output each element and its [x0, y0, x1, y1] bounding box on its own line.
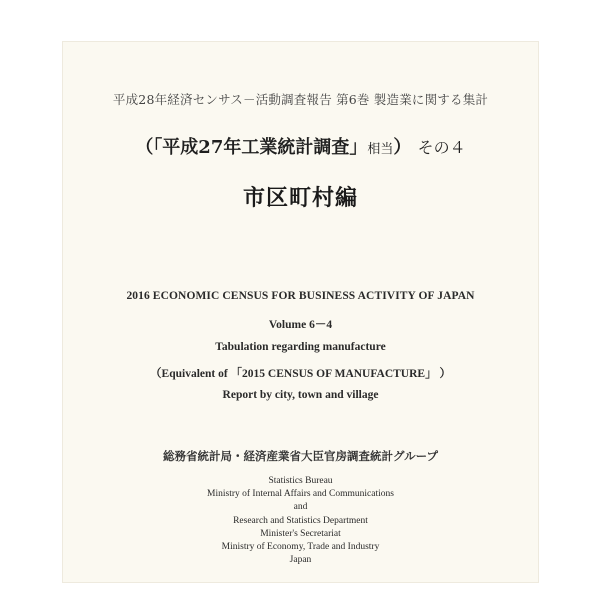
subtitle-jp-close: ）	[393, 137, 412, 158]
publisher-en-line: Japan	[289, 555, 312, 566]
publisher-jp: 総務省統計局・経済産業省大臣官房調査統計グループ	[162, 449, 439, 463]
subtitle-jp-small: 相当	[367, 142, 394, 157]
english-report: Report by city, town and village	[222, 389, 379, 401]
subtitle-jp	[62, 133, 539, 159]
publisher-en-line: Minister's Secretariat	[260, 528, 341, 539]
publisher-en-line: Research and Statistics Department	[233, 515, 368, 526]
english-volume: Volume 6－4	[268, 319, 333, 331]
english-tabulation: Tabulation regarding manufacture	[215, 341, 386, 353]
book-cover	[62, 41, 539, 583]
series-title-jp: 平成28年経済センサス－活動調査報告 第6巻 製造業に関する集計	[112, 92, 489, 107]
publisher-en-line: Ministry of Internal Affairs and Communications	[207, 489, 394, 500]
subtitle-jp-part: その４	[417, 138, 466, 157]
english-equivalent: （Equivalent of 「2015 CENSUS OF MANUFACTURE」 ）	[150, 368, 451, 380]
subtitle-jp-open: （「平成27年工業統計調査」	[135, 137, 368, 158]
main-title-jp: 市区町村編	[242, 185, 358, 211]
publisher-en-line: Ministry of Economy, Trade and Industry	[221, 542, 380, 553]
publisher-en-line: Statistics Bureau	[268, 476, 333, 486]
english-title: 2016 ECONOMIC CENSUS FOR BUSINESS ACTIVITY OF JAPAN	[126, 290, 475, 302]
publisher-en-block	[62, 475, 539, 567]
publisher-en-line: and	[293, 502, 308, 513]
